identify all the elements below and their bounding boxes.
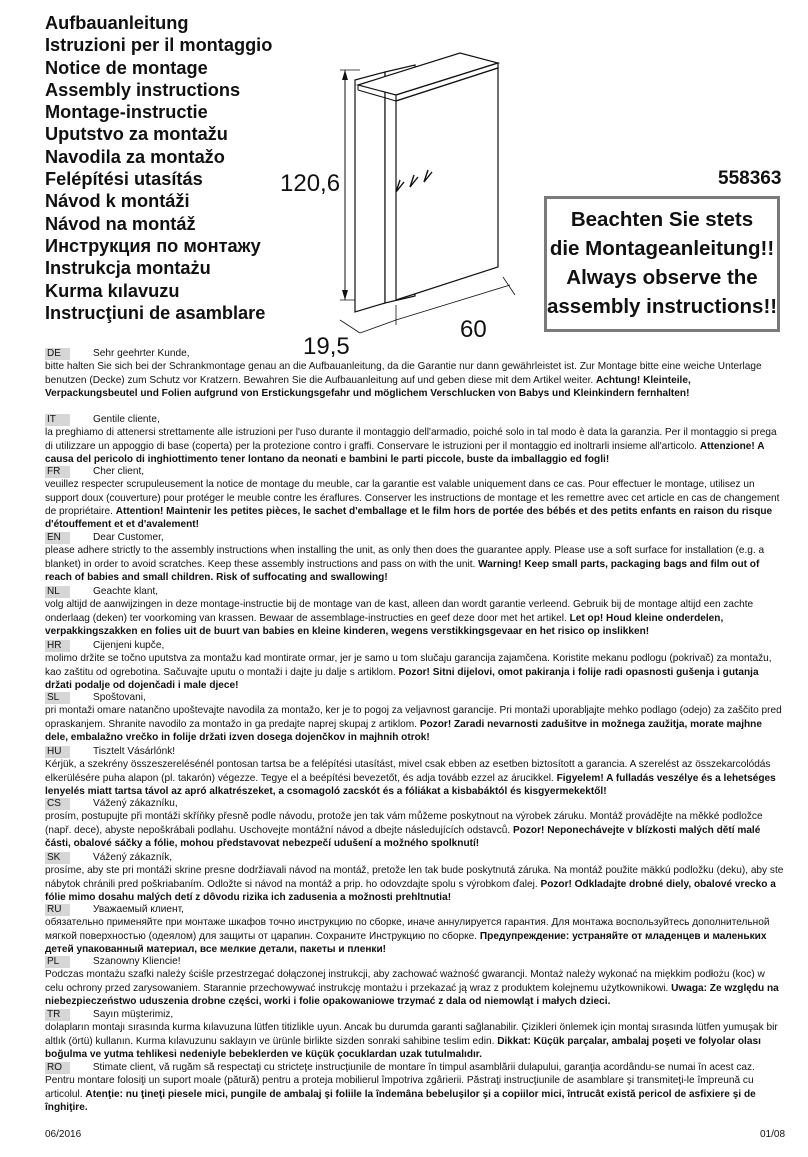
title-line: Notice de montage xyxy=(45,57,208,78)
section-header xyxy=(45,1062,70,1073)
language-code-tag: SK xyxy=(45,852,70,864)
instruction-text: Podczas montażu szafki należy ściśle przestrzegać dołączonej instrukcji, aby zachować ważność gwarancji. Montaż należy wykonać na miękkim podłożu (koc) w celu ochrony przed zarysowaniem. Starannie przechowywać instrukcję montażu i przekazać ją wraz z produktem kolejnemu użytkownikowi. xyxy=(45,969,765,994)
section-body xyxy=(45,544,785,584)
instruction-text: bitte halten Sie sich bei der Schrankmontage genau an die Aufbauanleitung, da die Garantie nur dann gewährleistet ist. Zur Montage bitte eine weiche Unterlage benutzen (Decke) zum Schutz vor Kratzern. Bewahren Sie die Aufbauanleitung auf und geben diese mit dem Artikel weiter. xyxy=(45,361,762,386)
instruction-text: обязательно применяйте при монтаже шкафов точно инструкцию по сборке, иначе аннулируется гарантия. Для монтажа воспользуйтесь дополнительной мягкой поверхностью (одеялом) для защиты от царапин. Сохраните Инструкцию по сборке. xyxy=(45,917,770,942)
section-header xyxy=(45,797,785,810)
article-number: 558363 xyxy=(718,168,782,189)
language-code-tag: IT xyxy=(45,414,70,426)
language-code-tag: CS xyxy=(45,798,70,810)
language-section-ru xyxy=(45,903,785,956)
instruction-text: Stimate client, vă rugăm să respectaţi cu stricteţe instrucţiunile de montare în timpul asamblării dulapului, garanţia acordându-se numai în acest caz. Pentru montare folosiţi un suport moale (pătură) pentru a proteja mobilierul împotriva zgârierii. Păstraţi instrucţiunile de asamblare şi transmiteţi-le împreună cu articolul. xyxy=(45,1062,755,1100)
instruction-text: dolapların montajı sırasında kurma kılavuzuna lütfen titizlikle uyun. Ancak bu durumda garanti sağlanabilir. Çizikleri önlemek için montaj sırasında lütfen yumuşak bir altlık (örtü) kullanın. Kurma kılavuzunu saklayın ve ürünle birlikte sizden sonraki sahibine teslim edin. xyxy=(45,1022,778,1047)
language-code-tag: NL xyxy=(45,586,70,598)
instruction-text: molimo držite se točno uputstva za montažu kad montirate ormar, jer je samo u tom slučaju garancija zajamčena. Koristite mekanu podlogu (pokrivač) za montažu, kao zaštitu od ogrebotina. Sačuvajte uputu o montaži i dajte ju dalje s artiklom. xyxy=(45,653,772,678)
warning-text: Attenzione! A causa del pericolo di inghiottimento tener lontano da neonati e bambini le parti piccole, buste da imballaggio ed fogli! xyxy=(45,440,765,465)
language-section-sk xyxy=(45,851,785,904)
warning-text: Let op! Houd kleine onderdelen, verpakkingszakken en folies uit de buurt van babies en kleine kinderen, wegens verstikkingsgevaar en het risico op inslikken! xyxy=(45,612,724,637)
section-header xyxy=(45,465,785,478)
warning-text: Pozor! Sitni dijelovi, omot pakiranja i folije radi opasnosti gušenja i gutanja držati podalje od dojenčadi i male djece! xyxy=(45,666,759,691)
title-line: Istruzioni per il montaggio xyxy=(45,35,273,56)
language-section-it xyxy=(45,413,785,466)
language-code-tag: FR xyxy=(45,466,70,478)
section-header xyxy=(45,851,785,864)
language-code-tag: RO xyxy=(45,1062,70,1074)
section-body xyxy=(45,916,785,956)
language-section-pl xyxy=(45,955,785,1008)
instruction-text: veuillez respecter scrupuleusement la notice de montage du meuble, car la garantie est valable uniquement dans ce cas. Pour effectuer le montage, utilisez un support doux (couverture) pour protéger le meuble contre les éraflures. Conserver les instructions de montage et les remettre avec cet article en cas de changement de propriétaire. xyxy=(45,479,780,517)
section-body xyxy=(45,810,785,850)
title-line: Navodila za montažo xyxy=(45,146,225,167)
greeting: Vážený zákazník, xyxy=(93,852,173,863)
instruction-text: volg altijd de aanwijzingen in deze montage-instructie bij de montage van de kast, alleen dan wordt garantie verleend. Gebruik bij de montage altijd een zachte onderlaag (deken) ter voorkoming van krassen. Bewaar de assemblage-instructies en geef deze door met het artikel. xyxy=(45,599,754,624)
warning-text: Pozor! Zaradi nevarnosti zadušitve in možnega zaužitja, morate majhne dele, embalažno vrečko in folije držati izven dosega dojenčkov in majhnih otrok! xyxy=(45,718,762,743)
greeting: Tisztelt Vásárlónk! xyxy=(93,746,176,757)
greeting: Cher client, xyxy=(93,466,145,477)
language-code-tag: PL xyxy=(45,956,70,968)
section-header xyxy=(45,585,785,598)
section-body xyxy=(45,360,785,400)
section-body xyxy=(45,426,785,466)
title-line: Felépítési utasítás xyxy=(45,169,203,190)
assembly-notice-box xyxy=(544,196,780,332)
title-line: Инструкция по монтажу xyxy=(45,235,261,256)
footer-page: 01/08 xyxy=(760,1129,786,1140)
section-header xyxy=(45,531,785,544)
notice-line: Beachten Sie stets xyxy=(570,208,754,231)
section-body xyxy=(45,478,785,531)
notice-line: Always observe the xyxy=(566,266,758,289)
title-line: Návod na montáž xyxy=(45,213,196,234)
greeting: Szanowny Kliencie! xyxy=(93,956,181,967)
warning-text: Attention! Maintenir les petites pièces, le sachet d'emballage et le film hors de portée des bébés et des petits enfants en raison du risque d'étouffement et et d'avalement! xyxy=(45,505,773,531)
instruction-text: pri montaži omare natančno upoštevajte navodila za montažo, ker je to pogoj za veljavnost garancije. Pri montaži uporabljajte mehko podlago (odejo) za zaščito pred opraskanjem. Shranite navodilo za montažo in ga predajte naprej skupaj z artiklom. xyxy=(45,705,782,730)
warning-text: Atenţie: nu ţineţi piesele mici, pungile de ambalaj şi foliile la îndemâna bebeluşilor şi a copiilor mici, întrucât există pericol de asfixiere şi de înghiţire. xyxy=(45,1088,756,1113)
warning-text: Achtung! Kleinteile, Verpackungsbeutel und Folien aufgrund von Erstickungsgefahr und möglichem Verschlucken von Babys und Kleinkindern fernhalten! xyxy=(45,374,691,399)
greeting: Vážený zákazníku, xyxy=(93,798,178,809)
warning-text: Uwaga: Ze względu na niebezpieczeństwo uduszenia drobne części, worki i folie opakowaniowe trzymać z dala od niemowląt i małych dzieci. xyxy=(45,982,779,1007)
height-dimension: 120,6 xyxy=(280,170,341,197)
greeting: Gentile cliente, xyxy=(93,414,160,425)
footer-date: 06/2016 xyxy=(45,1129,82,1140)
section-header xyxy=(45,639,785,652)
warning-text: Warning! Keep small parts, packaging bags and film out of reach of babies and small children. Risk of suffocating and swallowing! xyxy=(45,558,760,583)
warning-text: Figyelem! A fulladás veszélye és a lehetséges lenyelés miatt tartsa távol az apró alkatrészeket, a csomagoló zacskót és a fóliákat a kisbabáktól és kisgyermekektől! xyxy=(45,772,776,797)
language-section-de xyxy=(45,347,785,400)
section-header xyxy=(45,903,785,916)
language-section-fr xyxy=(45,465,785,531)
section-header xyxy=(45,955,785,968)
section-body xyxy=(45,704,785,744)
title-line: Uputstvo za montažu xyxy=(45,124,228,145)
greeting: Spoštovani, xyxy=(93,692,146,703)
section-header xyxy=(45,691,785,704)
section-body xyxy=(45,968,785,1008)
title-line: Assembly instructions xyxy=(45,79,241,100)
section-body xyxy=(45,1021,785,1061)
warning-text: Предупреждение: устраняйте от младенцев и маленьких детей упакованный материал, все мелкие детали, пакеты и пленки! xyxy=(45,930,767,955)
language-section-cs xyxy=(45,797,785,850)
instruction-text: la preghiamo di attenersi strettamente alle istruzioni per l'uso durante il montaggio dell'armadio, poiché solo in tal modo è data la garanzia. Per il montaggio si prega di utilizzare un appoggio di base (coperta) per la protezione contro i graffi. Conservare le istruzioni per il montaggio ed inoltrarli insieme all'articolo. xyxy=(45,427,777,452)
language-code-tag: EN xyxy=(45,532,70,544)
language-section-ro xyxy=(45,1061,785,1114)
language-section-tr xyxy=(45,1008,785,1061)
greeting: Sehr geehrter Kunde, xyxy=(93,348,190,359)
title-line: Aufbauanleitung xyxy=(45,13,189,33)
greeting: Sayın müşterimiz, xyxy=(93,1009,174,1020)
language-code-tag: DE xyxy=(45,348,70,360)
section-body xyxy=(45,652,785,692)
section-body xyxy=(45,864,785,904)
section-header xyxy=(45,413,785,426)
warning-text: Pozor! Neponechávejte v blízkosti malých dětí malé části, obalové sáčky a fólie, mohou představovat nebezpečí udušení a možného spolknutí! xyxy=(45,824,761,849)
greeting: Geachte klant, xyxy=(93,586,159,597)
greeting: Cijenjeni kupče, xyxy=(93,640,165,651)
title-line: Kurma kılavuzu xyxy=(45,280,180,301)
language-code-tag: SL xyxy=(45,692,70,704)
warning-text: Pozor! Odkladajte drobné diely, obalové vrecko a fólie mimo dosahu malých detí z dôvodu rizika ich zadusenia a možnosti prehltnutia! xyxy=(45,878,776,903)
title-line: Návod k montáži xyxy=(45,191,190,212)
title-line: Instrucţiuni de asamblare xyxy=(45,302,266,323)
notice-line: die Montageanleitung!! xyxy=(549,237,775,260)
language-code-tag: HU xyxy=(45,746,70,758)
instruction-text: prosím, postupujte při montáži skříňky přesně podle návodu, protože jen tak vám můžeme poskytnout na výrobek záruku. Montáž provádějte na měkké podložce (např. dece), abyste nepoškrábali podlahu. Uschovejte montážní návod a dbejte následujících odstavců. xyxy=(45,811,763,836)
instruction-text: prosíme, aby ste pri montáži skrine presne dodržiavali návod na montáž, pretože len tak bude poskytnutá záruka. Na montáž použite mäkkú podložku (deku), aby ste nábytok chránili pred poškriabaním. Odložte si návod na montáž a prip. ho odovzdajte spolu s výrobkom ďalej. xyxy=(45,865,784,890)
section-body xyxy=(45,598,785,638)
section-header xyxy=(45,1008,785,1021)
language-section-nl xyxy=(45,585,785,638)
width-dimension: 60 xyxy=(460,316,487,343)
notice-line: assembly instructions!! xyxy=(547,295,778,318)
language-code-tag: RU xyxy=(45,904,70,916)
warning-text: Dikkat: Küçük parçalar, ambalaj poşeti ve folyolar olası boğulma ve yutma tehlikesi nedeniyle bebeklerden ve küçük çocuklardan uzak tutulmalıdır. xyxy=(45,1035,761,1060)
language-section-sl xyxy=(45,691,785,744)
section-body xyxy=(45,758,785,798)
instruction-text: please adhere strictly to the assembly instructions when installing the unit, as only then does the guarantee apply. Please use a soft surface for installation (e.g. a blanket) in order to avoid scratches. Keep these assembly instructions and pass on with the unit. xyxy=(45,545,765,570)
instruction-text: Kérjük, a szekrény összeszerelésénél pontosan tartsa be a felépítési utasítást, mivel csak ebben az esetben biztosított a garancia. A szerelést az összekarcolódás elkerülésére puha alapon (pl. takarón) végezze. Tegye el a beépítési bevezetőt, és adja tovább ezzel az árucikkel. xyxy=(45,759,771,784)
language-section-hu xyxy=(45,745,785,798)
greeting: Dear Customer, xyxy=(93,532,164,543)
greeting: Уважаемый клиент, xyxy=(93,904,184,915)
language-section-en xyxy=(45,531,785,584)
section-header xyxy=(45,745,785,758)
language-code-tag: TR xyxy=(45,1009,70,1021)
section-header xyxy=(45,347,785,360)
title-line: Montage-instructie xyxy=(45,102,208,123)
language-code-tag: HR xyxy=(45,640,70,652)
language-section-hr xyxy=(45,639,785,692)
title-line: Instrukcja montażu xyxy=(45,258,211,279)
depth-dimension: 19,5 xyxy=(303,333,350,360)
